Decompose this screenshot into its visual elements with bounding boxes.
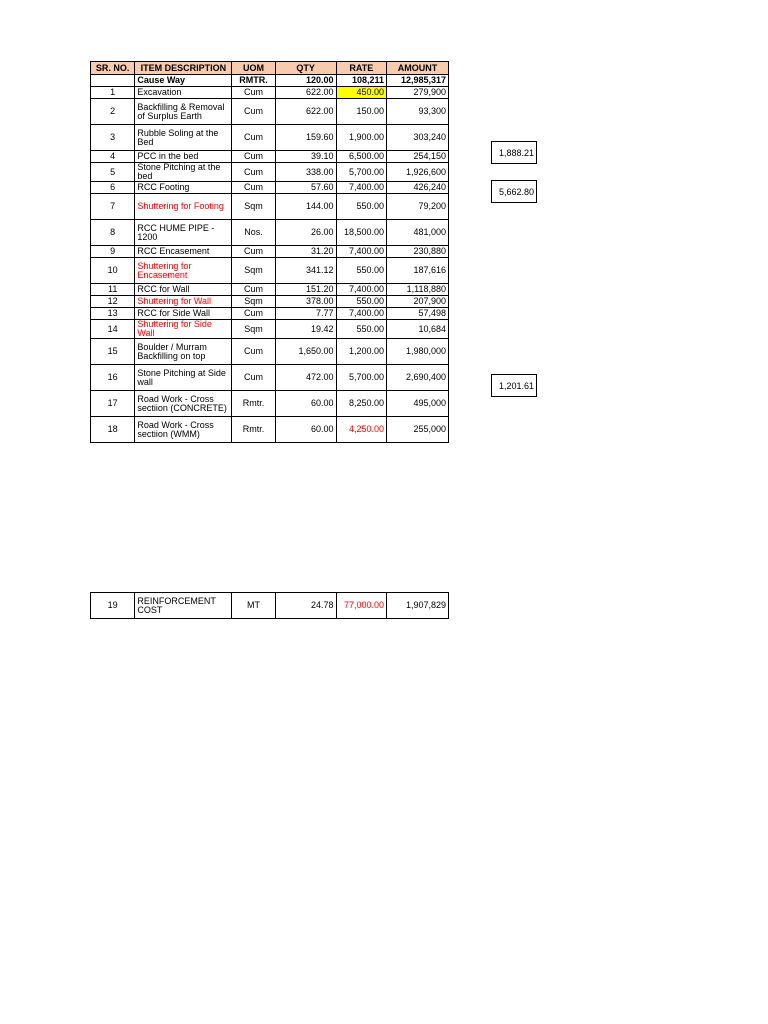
row-rate: 18,500.00 — [336, 220, 387, 246]
row-sr-no: 4 — [91, 151, 135, 163]
row-sr-no: 2 — [91, 99, 135, 125]
table-row — [91, 220, 449, 246]
row-qty: 39.10 — [275, 151, 336, 163]
row-qty: 31.20 — [275, 246, 336, 258]
table-row — [91, 391, 449, 417]
row-rate: 5,700.00 — [336, 163, 387, 182]
row-qty: 622.00 — [275, 87, 336, 99]
row-sr-no: 6 — [91, 182, 135, 194]
row-sr-no: 5 — [91, 163, 135, 182]
row-uom: Sqm — [232, 194, 275, 220]
side-value-box: 1,201.61 — [491, 374, 537, 397]
row-item-description: Shuttering for Side Wall — [135, 320, 232, 339]
row-rate: 450.00 — [336, 87, 387, 99]
row-amount: 2,690,400 — [387, 365, 449, 391]
row-rate: 4,250.00 — [336, 417, 387, 443]
row-item-description: Excavation — [135, 87, 232, 99]
row-amount: 481,000 — [387, 220, 449, 246]
row-uom: Sqm — [232, 320, 275, 339]
row-qty: 1,650.00 — [275, 339, 336, 365]
row-amount: 207,900 — [387, 296, 449, 308]
header-row — [91, 62, 449, 75]
reinforcement-rate: 77,000.00 — [336, 593, 387, 619]
table-row — [91, 182, 449, 194]
row-item-description: Shuttering for Footing — [135, 194, 232, 220]
row-amount: 230,880 — [387, 246, 449, 258]
row-uom: Rmtr. — [232, 417, 275, 443]
row-amount: 1,926,600 — [387, 163, 449, 182]
row-item-description: RCC for Side Wall — [135, 308, 232, 320]
row-rate: 550.00 — [336, 296, 387, 308]
header-item-description: ITEM DESCRIPTION — [135, 62, 232, 75]
reinforcement-amount: 1,907,829 — [387, 593, 449, 619]
table-row — [91, 194, 449, 220]
row-item-description: Stone Pitching at the bed — [135, 163, 232, 182]
row-item-description: RCC Encasement — [135, 246, 232, 258]
reinforcement-table — [90, 592, 449, 619]
header-sr-no: SR. NO. — [91, 62, 135, 75]
row-rate: 150.00 — [336, 99, 387, 125]
table-row — [91, 339, 449, 365]
table-row — [91, 125, 449, 151]
row-sr-no: 3 — [91, 125, 135, 151]
summary-amount: 12,985,317 — [387, 75, 449, 87]
row-qty: 60.00 — [275, 391, 336, 417]
row-item-description: Shuttering for Encasement — [135, 258, 232, 284]
row-uom: Cum — [232, 308, 275, 320]
row-uom: Cum — [232, 99, 275, 125]
summary-qty: 120.00 — [275, 75, 336, 87]
row-sr-no: 7 — [91, 194, 135, 220]
header-uom: UOM — [232, 62, 275, 75]
row-rate: 7,400.00 — [336, 308, 387, 320]
row-qty: 7.77 — [275, 308, 336, 320]
row-amount: 1,118,880 — [387, 284, 449, 296]
header-amount: AMOUNT — [387, 62, 449, 75]
table-row — [91, 296, 449, 308]
row-sr-no: 10 — [91, 258, 135, 284]
row-rate: 7,400.00 — [336, 182, 387, 194]
summary-sr — [91, 75, 135, 87]
row-item-description: Stone Pitching at Side wall — [135, 365, 232, 391]
row-sr-no: 17 — [91, 391, 135, 417]
row-qty: 151.20 — [275, 284, 336, 296]
row-amount: 426,240 — [387, 182, 449, 194]
row-sr-no: 13 — [91, 308, 135, 320]
row-item-description: Boulder / Murram Backfilling on top — [135, 339, 232, 365]
row-rate: 550.00 — [336, 258, 387, 284]
row-amount: 495,000 — [387, 391, 449, 417]
row-amount: 187,616 — [387, 258, 449, 284]
boq-table — [90, 61, 449, 443]
row-amount: 93,300 — [387, 99, 449, 125]
row-item-description: Shuttering for Wall — [135, 296, 232, 308]
row-uom: Cum — [232, 365, 275, 391]
row-sr-no: 1 — [91, 87, 135, 99]
row-item-description: Road Work - Cross sectiion (CONCRETE) — [135, 391, 232, 417]
row-qty: 338.00 — [275, 163, 336, 182]
row-uom: Cum — [232, 182, 275, 194]
summary-row — [91, 75, 449, 87]
row-qty: 144.00 — [275, 194, 336, 220]
row-sr-no: 18 — [91, 417, 135, 443]
row-rate: 6,500.00 — [336, 151, 387, 163]
table-row — [91, 246, 449, 258]
row-rate: 1,900.00 — [336, 125, 387, 151]
row-amount: 79,200 — [387, 194, 449, 220]
row-item-description: Road Work - Cross sectiion (WMM) — [135, 417, 232, 443]
row-amount: 279,900 — [387, 87, 449, 99]
row-item-description: RCC HUME PIPE - 1200 — [135, 220, 232, 246]
row-uom: Rmtr. — [232, 391, 275, 417]
row-rate: 7,400.00 — [336, 246, 387, 258]
row-uom: Sqm — [232, 258, 275, 284]
side-value-box: 1,888.21 — [491, 141, 537, 164]
row-uom: Cum — [232, 246, 275, 258]
row-qty: 57.60 — [275, 182, 336, 194]
table-row — [91, 258, 449, 284]
row-item-description: Rubble Soling at the Bed — [135, 125, 232, 151]
reinforcement-qty: 24.78 — [275, 593, 336, 619]
row-qty: 60.00 — [275, 417, 336, 443]
table-row — [91, 417, 449, 443]
row-uom: Cum — [232, 87, 275, 99]
row-uom: Sqm — [232, 296, 275, 308]
summary-rate: 108,211 — [336, 75, 387, 87]
summary-uom: RMTR. — [232, 75, 275, 87]
table-row — [91, 365, 449, 391]
reinforcement-desc: REINFORCEMENT COST — [135, 593, 232, 619]
table-row — [91, 151, 449, 163]
row-qty: 472.00 — [275, 365, 336, 391]
row-rate: 550.00 — [336, 320, 387, 339]
row-rate: 1,200.00 — [336, 339, 387, 365]
row-uom: Nos. — [232, 220, 275, 246]
row-sr-no: 14 — [91, 320, 135, 339]
row-qty: 378.00 — [275, 296, 336, 308]
row-rate: 550.00 — [336, 194, 387, 220]
reinforcement-sr: 19 — [91, 593, 135, 619]
table-row — [91, 320, 449, 339]
row-sr-no: 15 — [91, 339, 135, 365]
reinforcement-uom: MT — [232, 593, 275, 619]
row-amount: 57,498 — [387, 308, 449, 320]
row-qty: 622.00 — [275, 99, 336, 125]
header-qty: QTY — [275, 62, 336, 75]
row-qty: 341.12 — [275, 258, 336, 284]
row-sr-no: 8 — [91, 220, 135, 246]
table-row — [91, 87, 449, 99]
row-amount: 10,684 — [387, 320, 449, 339]
table-row — [91, 284, 449, 296]
row-sr-no: 9 — [91, 246, 135, 258]
row-rate: 8,250.00 — [336, 391, 387, 417]
row-amount: 255,000 — [387, 417, 449, 443]
row-sr-no: 11 — [91, 284, 135, 296]
row-amount: 1,980,000 — [387, 339, 449, 365]
row-uom: Cum — [232, 125, 275, 151]
row-item-description: RCC for Wall — [135, 284, 232, 296]
row-amount: 303,240 — [387, 125, 449, 151]
row-sr-no: 16 — [91, 365, 135, 391]
table-row — [91, 163, 449, 182]
row-uom: Cum — [232, 284, 275, 296]
row-item-description: PCC in the bed — [135, 151, 232, 163]
row-amount: 254,150 — [387, 151, 449, 163]
table-row — [91, 308, 449, 320]
row-sr-no: 12 — [91, 296, 135, 308]
header-rate: RATE — [336, 62, 387, 75]
row-qty: 19.42 — [275, 320, 336, 339]
reinforcement-row — [91, 593, 449, 619]
row-uom: Cum — [232, 151, 275, 163]
row-uom: Cum — [232, 163, 275, 182]
row-uom: Cum — [232, 339, 275, 365]
row-item-description: RCC Footing — [135, 182, 232, 194]
table-row — [91, 99, 449, 125]
row-item-description: Backfilling & Removal of Surplus Earth — [135, 99, 232, 125]
row-rate: 5,700.00 — [336, 365, 387, 391]
row-qty: 159.60 — [275, 125, 336, 151]
side-value-box: 5,662.80 — [491, 180, 537, 203]
summary-desc: Cause Way — [135, 75, 232, 87]
row-rate: 7,400.00 — [336, 284, 387, 296]
row-qty: 26.00 — [275, 220, 336, 246]
